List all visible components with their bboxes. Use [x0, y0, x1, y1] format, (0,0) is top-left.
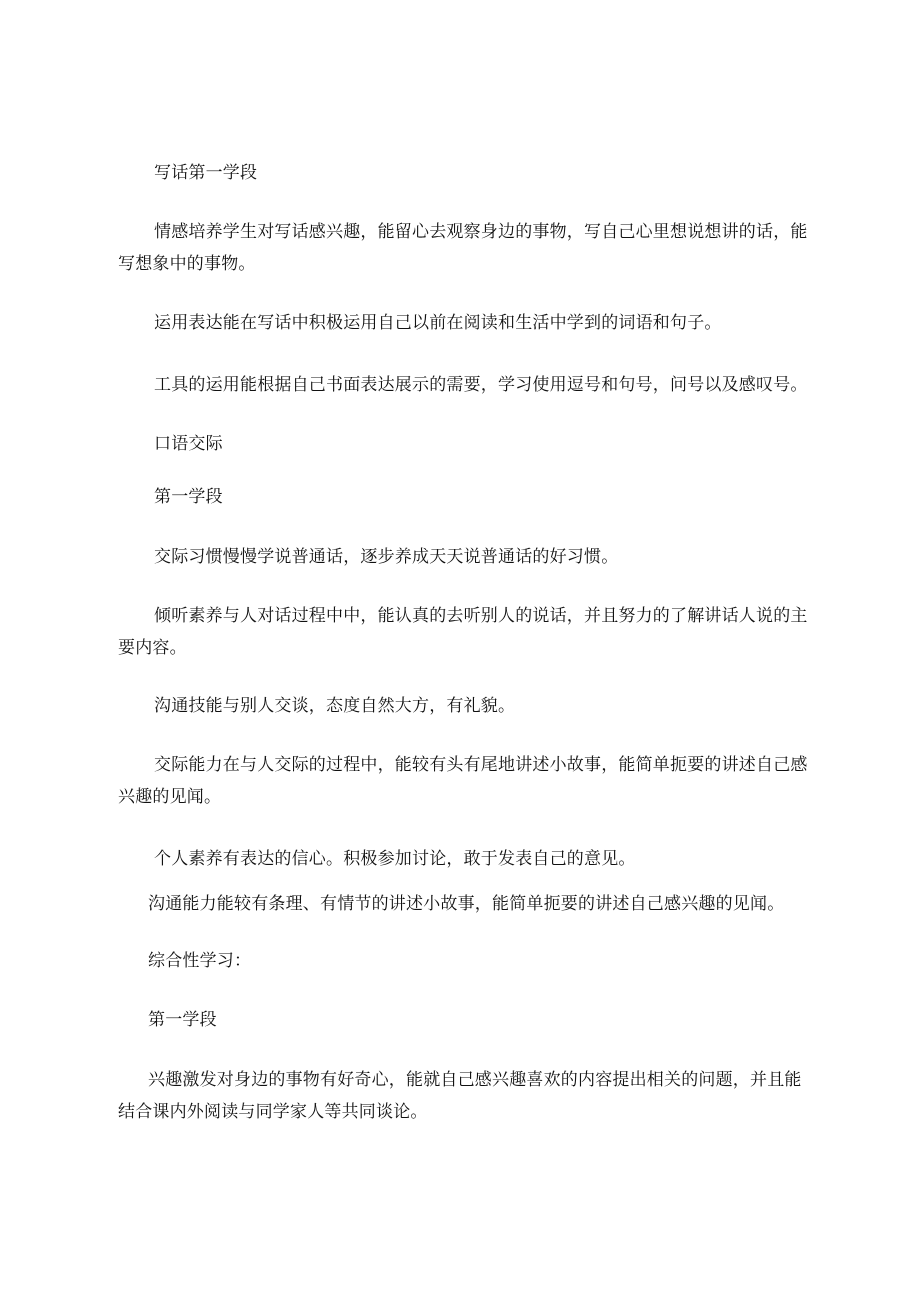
paragraph-interest: 兴趣激发对身边的事物有好奇心，能就自己感兴趣喜欢的内容提出相关的问题，并且能结合课内外阅读与同学家人等共同谈论。: [118, 1070, 802, 1122]
paragraph-communication-ability: 沟通能力能较有条理、有情节的讲述小故事，能简单扼要的讲述自己感兴趣的见闻。: [148, 894, 785, 914]
heading-writing-stage-one: 写话第一学段: [154, 163, 258, 183]
paragraph-habits: 交际习惯慢慢学说普通话，逐步养成天天说普通话的好习惯。: [154, 547, 619, 567]
paragraph-listening: 倾听素养与人对话过程中中，能认真的去听别人的说话，并且努力的了解讲话人说的主要内容。: [118, 606, 808, 658]
heading-comprehensive-learning: 综合性学习：: [148, 951, 252, 971]
paragraph-tools: 工具的运用能根据自己书面表达展示的需要，学习使用逗号和句号，问号以及感叹号。: [154, 375, 808, 395]
paragraph-interaction-ability: 交际能力在与人交际的过程中，能较有头有尾地讲述小故事，能简单扼要的讲述自己感兴趣的见闻。: [118, 755, 808, 807]
paragraph-expression: 运用表达能在写话中积极运用自己以前在阅读和生活中学到的词语和句子。: [154, 313, 722, 333]
heading-oral-communication: 口语交际: [154, 434, 223, 454]
paragraph-communication-skills: 沟通技能与别人交谈，态度自然大方，有礼貌。: [154, 696, 516, 716]
paragraph-personal-qualities: 个人素养有表达的信心。积极参加讨论，敢于发表自己的意见。: [154, 849, 636, 869]
paragraph-emotion: 情感培养学生对写话感兴趣，能留心去观察身边的事物，写自己心里想说想讲的话，能写想象中的事物。: [118, 222, 808, 274]
heading-stage-one-comprehensive: 第一学段: [148, 1010, 217, 1030]
heading-stage-one-oral: 第一学段: [154, 487, 223, 507]
